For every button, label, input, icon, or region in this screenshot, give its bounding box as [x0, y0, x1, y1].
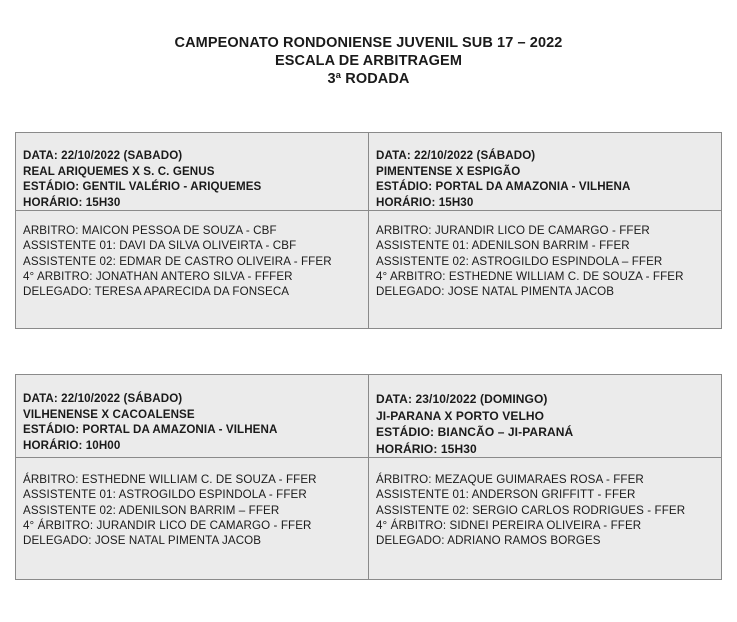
referee: ARBITRO: JURANDIR LICO DE CAMARGO - FFER [376, 224, 650, 237]
championship-title: CAMPEONATO RONDONIENSE JUVENIL SUB 17 – 2022 [174, 35, 563, 51]
match-time: HORÁRIO: 15H30 [23, 195, 121, 209]
assistant-2: ASSISTENTE 02: EDMAR DE CASTRO OLIVEIRA - FFER [23, 254, 332, 268]
fourth-official: 4° ARBITRO: ESTHEDNE WILLIAM C. DE SOUZA - FFER [376, 269, 684, 283]
schedule-subtitle: ESCALA DE ARBITRAGEM [274, 53, 462, 69]
assistant-2: ASSISTENTE 02: ADENILSON BARRIM – FFER [23, 503, 280, 517]
match-1-officials [16, 211, 369, 329]
match-teams: PIMENTENSE X ESPIGÃO [376, 164, 521, 178]
assistant-1: ASSISTENTE 01: ADENILSON BARRIM - FFER [376, 239, 630, 253]
delegate: DELEGADO: ADRIANO RAMOS BORGES [376, 534, 601, 548]
assistant-1: ASSISTENTE 01: ANDERSON GRIFFITT - FFER [376, 488, 636, 502]
document-header [0, 34, 737, 88]
assistant-1: ASSISTENTE 01: DAVI DA SILVA OLIVEIRTA - CBF [23, 239, 297, 253]
match-1-info [16, 133, 369, 211]
match-stadium: ESTÁDIO: BIANCÃO – JI-PARANÁ [376, 425, 574, 439]
match-2-info [369, 133, 722, 211]
matches-table-1 [15, 132, 722, 329]
match-date: DATA: 22/10/2022 (SABADO) [23, 149, 183, 162]
match-time: HORÁRIO: 15H30 [376, 195, 474, 209]
match-3-info [16, 375, 369, 458]
match-date: DATA: 22/10/2022 (SÁBADO) [23, 392, 183, 405]
matches-table-2 [15, 374, 722, 580]
referee: ÁRBITRO: ESTHEDNE WILLIAM C. DE SOUZA - FFER [23, 473, 317, 486]
fourth-official: 4° ÁRBITRO: JURANDIR LICO DE CAMARGO - FFER [23, 518, 312, 532]
assistant-1: ASSISTENTE 01: ASTROGILDO ESPINDOLA - FFER [23, 488, 307, 502]
match-stadium: ESTÁDIO: PORTAL DA AMAZONIA - VILHENA [23, 423, 278, 436]
match-stadium: ESTÁDIO: PORTAL DA AMAZONIA - VILHENA [376, 180, 631, 193]
round-label: 3ª RODADA [327, 71, 410, 87]
match-date: DATA: 22/10/2022 (SÁBADO) [376, 149, 536, 162]
match-time: HORÁRIO: 15H30 [376, 441, 477, 456]
match-teams: JI-PARANA X PORTO VELHO [376, 408, 545, 423]
assistant-2: ASSISTENTE 02: ASTROGILDO ESPINDOLA – FFER [376, 254, 663, 268]
match-teams: VILHENENSE X CACOALENSE [23, 407, 195, 421]
delegate: DELEGADO: JOSE NATAL PIMENTA JACOB [23, 534, 262, 548]
assistant-2: ASSISTENTE 02: SERGIO CARLOS RODRIGUES - FFER [376, 503, 686, 517]
referee: ARBITRO: MAICON PESSOA DE SOUZA - CBF [23, 224, 277, 237]
match-stadium: ESTÁDIO: GENTIL VALÉRIO - ARIQUEMES [23, 180, 262, 193]
match-time: HORÁRIO: 10H00 [23, 438, 121, 452]
fourth-official: 4° ÁRBITRO: SIDNEI PEREIRA OLIVEIRA - FFER [376, 518, 642, 532]
match-date: DATA: 23/10/2022 (DOMINGO) [376, 392, 548, 406]
delegate: DELEGADO: JOSE NATAL PIMENTA JACOB [376, 285, 615, 299]
match-teams: REAL ARIQUEMES X S. C. GENUS [23, 164, 215, 178]
delegate: DELEGADO: TERESA APARECIDA DA FONSECA [23, 285, 290, 299]
fourth-official: 4° ARBITRO: JONATHAN ANTERO SILVA - FFFER [23, 269, 293, 283]
match-2-officials [369, 211, 722, 329]
referee: ÁRBITRO: MEZAQUE GUIMARAES ROSA - FFER [376, 473, 644, 486]
match-4-info [369, 375, 722, 458]
match-3-officials [16, 458, 369, 580]
match-4-officials [369, 458, 722, 580]
